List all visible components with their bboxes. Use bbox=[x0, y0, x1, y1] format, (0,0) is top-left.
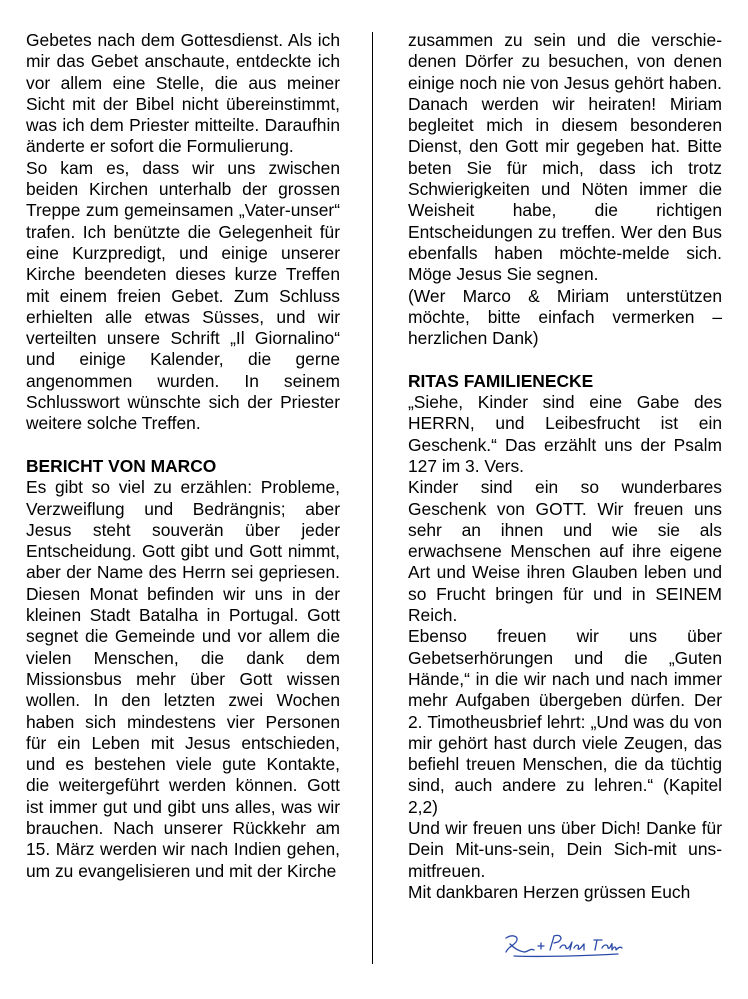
closing-line: Mit dankbaren Herzen grüssen Euch bbox=[408, 881, 691, 902]
column-divider bbox=[372, 32, 373, 964]
paragraph: Kinder sind ein so wunderbares Geschenk von GOTT. Wir freuen uns sehr an ihnen und wie sie als erwachsene Menschen auf ihre eigene Art und Weise ihren Glauben leben und so Frucht bringen für und in SEINEM Reich. bbox=[408, 477, 722, 626]
section-heading-ritas-familienecke: RITAS FAMILIENECKE bbox=[408, 370, 594, 391]
paragraph: Und wir freuen uns über Dich! Danke für Dein Mit-uns-sein, Dein Sich-mit uns-mitfreuen. bbox=[408, 817, 722, 881]
section-heading-bericht-marco: BERICHT VON MARCO bbox=[26, 455, 217, 476]
paragraph: Ebenso freuen wir uns über Gebetserhörungen und die „Guten Hände,“ in die wir nach und nach immer mehr Aufgaben übergeben dürfen. Der 2. Timotheusbrief lehrt: „Und was du von mir gehört hast durch viele Zeugen, das befiehl treuen Menschen, die da tüchtig sind, auch andere zu lehren.“ (Kapitel 2,2) bbox=[408, 626, 722, 817]
spacer bbox=[408, 349, 722, 370]
paragraph: (Wer Marco & Miriam unterstützen möchte, bitte einfach vermerken – herzlichen Dank) bbox=[408, 285, 722, 349]
paragraph: So kam es, dass wir uns zwischen beiden Kirchen unterhalb der grossen Treppe zum gemeinsamen „Vater-unser“ trafen. Ich benützte die Gelegenheit für eine Kurzpredigt, und einige unserer Kirche beendeten dieses kurze Treffen mit einem freien Gebet. Zum Schluss erhielten alle etwas Süsses, und wir verteilten unsere Schrift „Il Giornalino“ und einige Kalender, die gerne angenommen wurden. In seinem Schlusswort wünschte sich der Priester weitere solche Treffen. bbox=[26, 157, 340, 434]
spacer bbox=[26, 435, 340, 456]
paragraph: zusammen zu sein und die verschie-denen Dörfer zu besuchen, von denen einige noch nie von Jesus gehört haben. Danach werden wir heiraten! Miriam begleitet mich in diesem besonderen Dienst, den Gott mir gegeben hat. Bitte beten Sie für mich, dass ich trotz Schwierigkeiten und Nöten immer die Weisheit habe, die richtigen Entscheidungen zu treffen. Wer den Bus ebenfalls haben möchte-melde sich. Möge Jesus Sie segnen. bbox=[408, 30, 722, 285]
paragraph: Es gibt so viel zu erzählen: Probleme, Verzweiflung und Bedrängnis; aber Jesus steht souverän über jeder Entscheidung. Gott gibt und Gott nimmt, aber der Name des Herrn sei gepriesen. Diesen Monat befinden wir uns in der kleinen Stadt Batalha in Portugal. Gott segnet die Gemeinde und vor allem die vielen Menschen, die dank dem Missionsbus mehr über Gott wissen wollen. In den letzten zwei Wochen haben sich mindestens vier Personen für ein Leben mit Jesus entschieden, und es bestehen viele gute Kontakte, die weitergeführt werden können. Gott ist immer gut und gibt uns alles, was wir brauchen. Nach unserer Rückkehr am 15. März werden wir nach Indien gehen, um zu evangelisieren und mit der Kirche bbox=[26, 477, 340, 881]
right-column bbox=[408, 30, 722, 903]
handwritten-signature bbox=[498, 930, 628, 960]
left-column bbox=[26, 30, 340, 882]
paragraph: Gebetes nach dem Gottesdienst. Als ich mir das Gebet anschaute, entdeckte ich vor allem eine Stelle, die aus meiner Sicht mit der Bibel nicht übereinstimmt, was ich dem Priester mitteilte. Daraufhin änderte er sofort die Formulierung. bbox=[26, 30, 340, 157]
paragraph: „Siehe, Kinder sind eine Gabe des HERRN, und Leibesfrucht ist ein Geschenk.“ Das erzählt uns der Psalm 127 im 3. Vers. bbox=[408, 392, 722, 476]
